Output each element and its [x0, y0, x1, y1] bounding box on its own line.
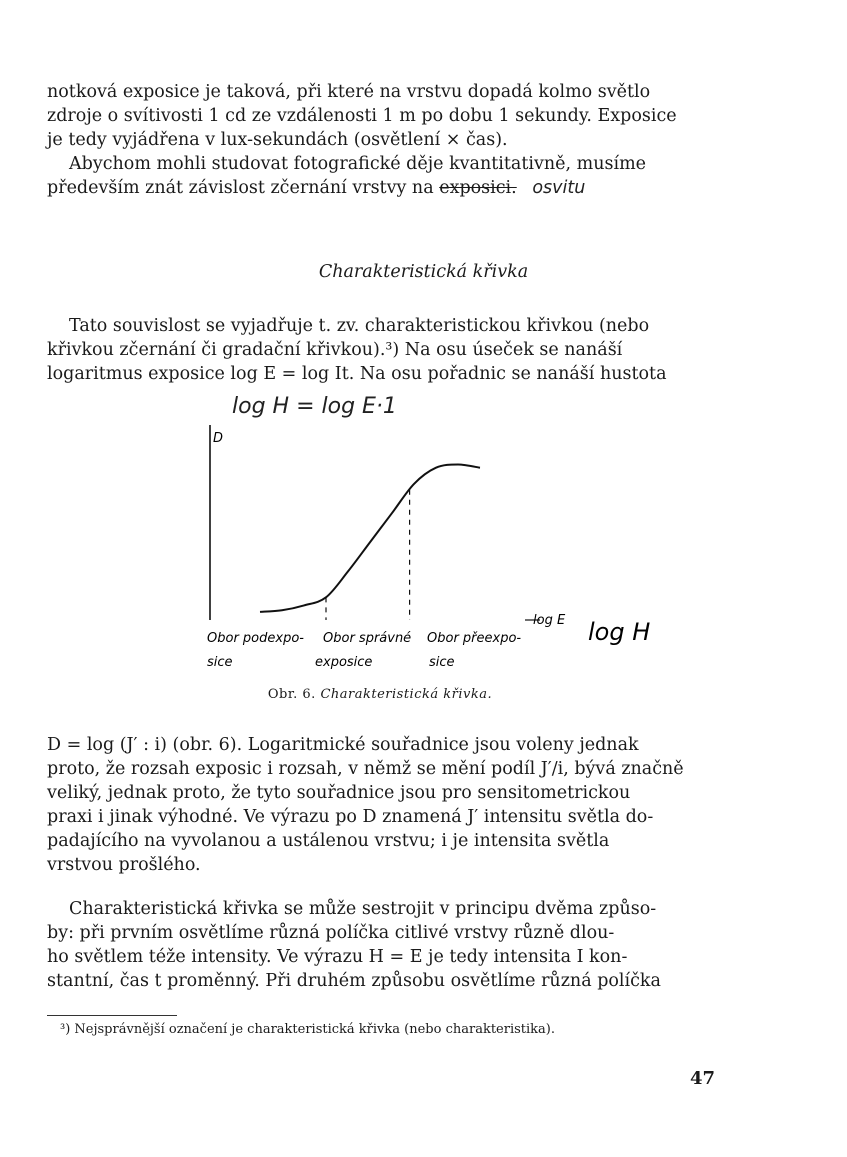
region-label-1-cont: sice: [207, 655, 233, 670]
region-label-2-cont: exposice: [315, 655, 373, 670]
text-line: D = log (J′ : i) (obr. 6). Logaritmické souřadnice jsou voleny jednak: [47, 735, 639, 755]
text-line: veliký, jednak proto, že tyto souřadnice jsou pro sensitometrickou: [47, 783, 631, 803]
text-line: praxi i jinak výhodné. Ve výrazu po D znamená J′ intensitu světla do-: [47, 807, 654, 827]
region-label-1: Obor podexpo-: [207, 631, 304, 646]
section-heading: Charakteristická křivka: [318, 262, 529, 282]
text-line: je tedy vyjádřena v lux-sekundách (osvětlení × čas).: [47, 130, 508, 150]
characteristic-curve-chart: [195, 420, 695, 680]
caption-prefix: Obr. 6.: [267, 687, 316, 702]
text-line: Charakteristická křivka se může sestrojit v principu dvěma způso-: [69, 899, 657, 919]
paragraph-characteristic-curve: [47, 314, 717, 386]
text-line: proto, že rozsah exposic i rozsah, v němž se mění podíl J′/i, bývá značně: [47, 759, 684, 779]
text-line: vrstvou prošlého.: [47, 855, 201, 875]
text-line: Abychom mohli studovat fotografické děje kvantitativně, musíme: [69, 154, 647, 174]
struck-word: exposici.: [439, 178, 517, 198]
x-axis-label: log E: [533, 613, 566, 628]
region-label-3-cont: sice: [429, 655, 455, 670]
paragraph-density-definition: [47, 733, 717, 877]
handwritten-formula-note: log H = log E·1: [232, 394, 397, 419]
text-line: notková exposice je taková, při které na vrstvu dopadá kolmo světlo: [47, 82, 651, 102]
page-number: 47: [690, 1068, 716, 1089]
footnote: ³) Nejsprávnější označení je charakteristická křivka (nebo charakteristika).: [60, 1022, 555, 1037]
x-axis-handwritten-label: log H: [588, 618, 651, 646]
text-line: ho světlem téže intensity. Ve výrazu H = E je tedy intensita I kon-: [47, 947, 628, 967]
text-line: stantní, čas t proměnný. Při druhém způsobu osvětlíme různá políčka: [47, 971, 661, 991]
text-line: [47, 176, 717, 200]
text-line: křivkou zčernání či gradační křivkou).³) Na osu úseček se nanáší: [47, 340, 623, 360]
paragraph-construction-methods: [47, 897, 717, 993]
figure-caption: [0, 687, 760, 702]
handwritten-correction: osvitu: [532, 178, 586, 198]
text-line: Tato souvislost se vyjadřuje t. zv. charakteristickou křivkou (nebo: [69, 316, 650, 336]
text-fragment: především znát závislost zčernání vrstvy na: [47, 178, 434, 198]
caption-title: Charakteristická křivka.: [320, 687, 493, 702]
text-line: logaritmus exposice log E = log It. Na osu pořadnic se nanáší hustota: [47, 364, 667, 384]
text-line: by: při prvním osvětlíme různá políčka citlivé vrstvy různě dlou-: [47, 923, 615, 943]
characteristic-curve-line: [260, 464, 480, 611]
region-label-3: Obor přeexpo-: [427, 631, 522, 646]
y-axis-label: D: [213, 431, 224, 446]
text-line: zdroje o svítivosti 1 cd ze vzdálenosti 1 m po dobu 1 sekundy. Exposice: [47, 106, 677, 126]
footnote-divider: [47, 1015, 177, 1016]
intro-paragraph: [47, 80, 717, 200]
region-label-2: Obor správné: [323, 631, 412, 646]
text-line: padajícího na vyvolanou a ustálenou vrstvu; i je intensita světla: [47, 831, 610, 851]
